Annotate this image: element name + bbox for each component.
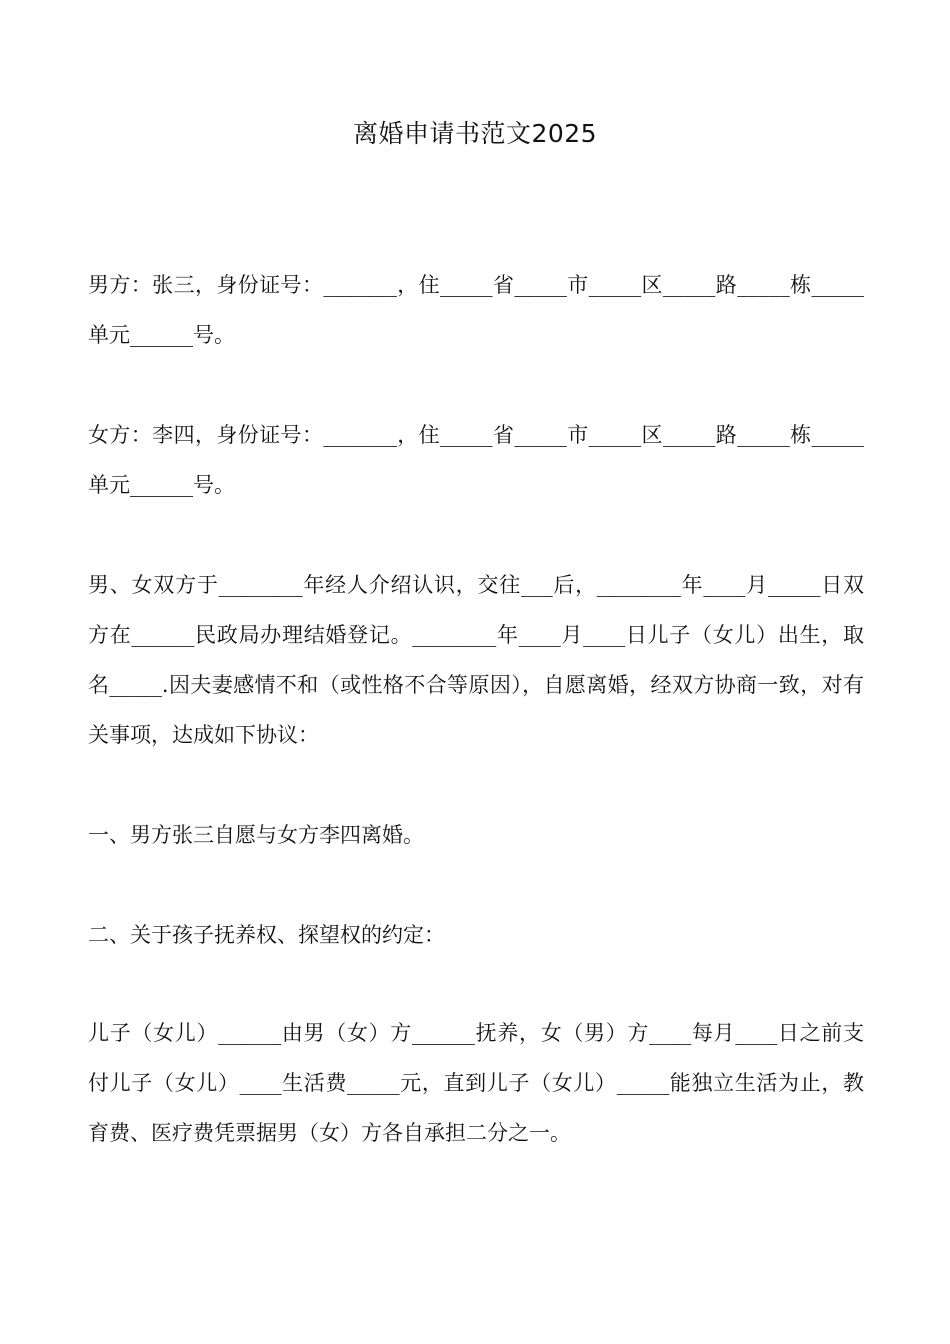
document-title: 离婚申请书范文2025 bbox=[352, 119, 598, 148]
paragraph-clause-one: 一、男方张三自愿与女方李四离婚。 bbox=[88, 823, 424, 847]
paragraph-male-party: 男方：张三，身份证号：_______，住_____省_____市_____区_____路_____栋_____单元______号。 bbox=[88, 273, 864, 347]
paragraph-marriage-background: 男、女双方于________年经人介绍认识，交往___后，________年____月_____日双方在______民政局办理结婚登记。________年____月____日儿子（女儿）出生，取名_____.因夫妻感情不和（或性格不合等原因），自愿离婚，经双方协商一致，对有关事项，达成如下协议： bbox=[88, 573, 864, 747]
paragraph-clause-two-heading: 二、关于孩子抚养权、探望权的约定： bbox=[88, 923, 445, 947]
paragraph-child-support: 儿子（女儿）______由男（女）方______抚养，女（男）方____每月____日之前支付儿子（女儿）____生活费_____元，直到儿子（女儿）_____能独立生活为止，教育费、医疗费凭票据男（女）方各自承担二分之一。 bbox=[88, 1021, 864, 1145]
paragraph-female-party: 女方：李四，身份证号：_______，住_____省_____市_____区_____路_____栋_____单元______号。 bbox=[88, 423, 864, 497]
